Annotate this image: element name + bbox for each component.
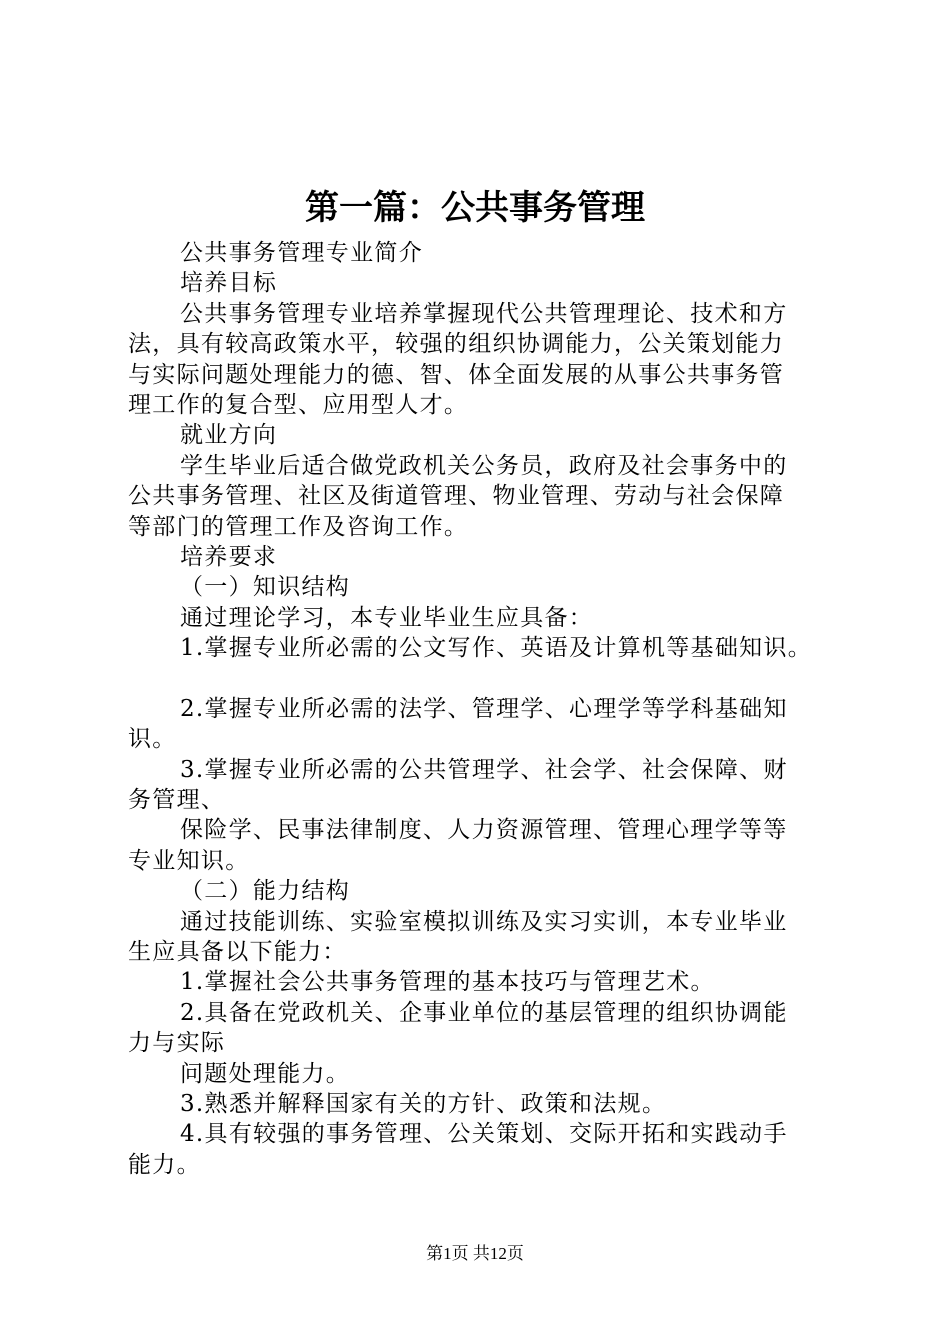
paragraph-line: 学生毕业后适合做党政机关公务员，政府及社会事务中的 bbox=[180, 452, 788, 479]
paragraph-line: 问题处理能力。 bbox=[180, 1060, 351, 1087]
subsection-heading: （一）知识结构 bbox=[180, 574, 351, 601]
blank-line bbox=[128, 664, 840, 694]
section-heading: 培养目标 bbox=[180, 270, 278, 297]
paragraph-line: 生应具备以下能力： bbox=[128, 938, 347, 965]
list-item: 1.掌握社会公共事务管理的基本技巧与管理艺术。 bbox=[180, 969, 715, 996]
paragraph-line: 通过理论学习，本专业毕业生应具备： bbox=[180, 604, 594, 631]
subsection-heading: （二）能力结构 bbox=[180, 878, 351, 905]
paragraph-line: 理工作的复合型、应用型人才。 bbox=[128, 392, 469, 419]
paragraph-line: 与实际问题处理能力的德、智、体全面发展的从事公共事务管 bbox=[128, 361, 785, 388]
paragraph-line: 通过技能训练、实验室模拟训练及实习实训，本专业毕业 bbox=[180, 908, 788, 935]
list-item: 3.熟悉并解释国家有关的方针、政策和法规。 bbox=[180, 1090, 667, 1117]
paragraph-line: 公共事务管理、社区及街道管理、物业管理、劳动与社会保障 bbox=[128, 483, 785, 510]
paragraph-line: 法，具有较高政策水平，较强的组织协调能力，公关策划能力 bbox=[128, 331, 785, 358]
list-item: 4.具有较强的事务管理、公关策划、交际开拓和实践动手 bbox=[180, 1121, 788, 1148]
paragraph-line: 等部门的管理工作及咨询工作。 bbox=[128, 513, 469, 540]
list-item: 2.具备在党政机关、企事业单位的基层管理的组织协调能 bbox=[180, 999, 788, 1026]
section-heading: 就业方向 bbox=[180, 422, 278, 449]
list-item: 1.掌握专业所必需的公文写作、英语及计算机等基础知识。 bbox=[180, 635, 813, 662]
list-item: 2.掌握专业所必需的法学、管理学、心理学等学科基础知 bbox=[180, 695, 788, 722]
paragraph-line: 保险学、民事法律制度、人力资源管理、管理心理学等等 bbox=[180, 817, 788, 844]
list-item: 3.掌握专业所必需的公共管理学、社会学、社会保障、财 bbox=[180, 756, 788, 783]
section-heading: 培养要求 bbox=[180, 544, 278, 571]
paragraph-line: 公共事务管理专业简介 bbox=[180, 240, 423, 266]
paragraph-line: 力与实际 bbox=[128, 1030, 226, 1057]
document-body bbox=[128, 238, 840, 1180]
document-title: 第一篇：公共事务管理 bbox=[305, 188, 645, 228]
paragraph-line: 能力。 bbox=[128, 1151, 201, 1178]
paragraph-line: 务管理、 bbox=[128, 786, 226, 813]
paragraph-line: 识。 bbox=[128, 726, 177, 753]
paragraph-line: 专业知识。 bbox=[128, 847, 250, 874]
paragraph-line: 公共事务管理专业培养掌握现代公共管理理论、技术和方 bbox=[180, 300, 788, 327]
page-footer: 第1页 共12页 bbox=[426, 1244, 524, 1263]
